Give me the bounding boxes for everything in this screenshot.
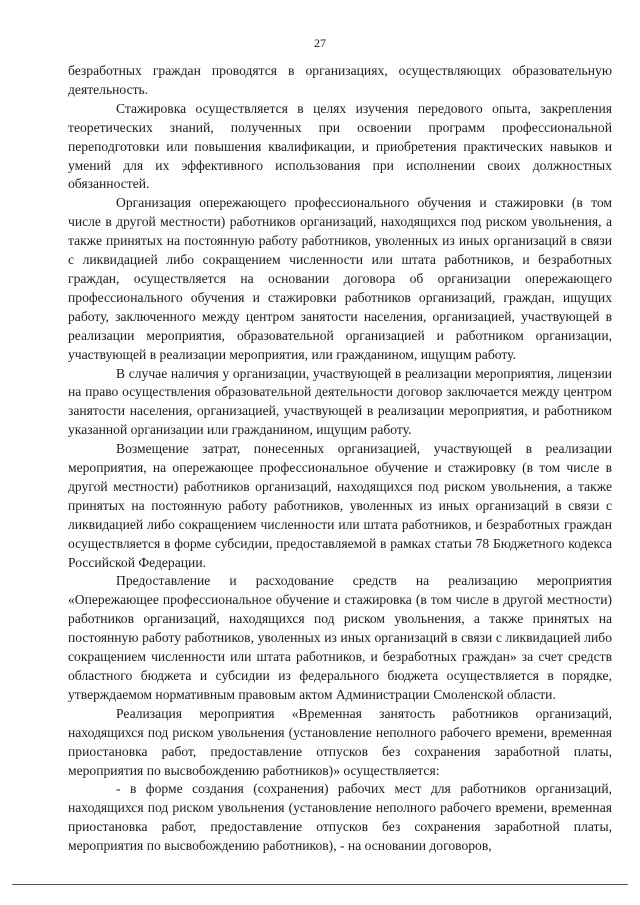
paragraph-funding: Предоставление и расходование средств на реализацию мероприятия «Опережающее профессиональное обучение и стажировка (в том числе в другой местности) работников организаций, находящихся под риском увольнения, а также принятых на постоянную работу работников, уволенных из иных организаций в связи с ликвидацией либо сокращением численности или штата работников, и безработных граждан» за счет средств областного бюджета и субсидии из федерального бюджета осуществляется в порядке, утверждаемом нормативным правовым актом Администрации Смоленской области. [68, 573, 612, 702]
paragraph-training-organization: Организация опережающего профессионального обучения и стажировки (в том числе в другой местности) работников организаций, находящихся под риском увольнения, а также принятых на постоянную работу работников, уволенных из иных организаций в связи с ликвидацией либо сокращением численности или штата работников, и безработных граждан, осуществляется на основании договора об организации опережающего профессионального обучения и стажировки работников организаций, граждан, ищущих работу, заключенного между центром занятости населения, организацией, участвующей в реализации мероприятия, образовательной организацией и работником организации, участвующей в реализации мероприятия, или гражданином, ищущим работу. [68, 195, 612, 362]
paragraph-cost-reimbursement: Возмещение затрат, понесенных организацией, участвующей в реализации мероприятия, на опережающее профессиональное обучение и стажировку (в том числе в другой местности) работников организаций, находящихся под риском увольнения, а также принятых на постоянную работу работников, уволенных из иных организаций в связи с ликвидацией либо сокращением численности или штата работников, и безработных граждан осуществляется в форме субсидии, предоставляемой в рамках статьи 78 Бюджетного кодекса Российской Федерации. [68, 441, 612, 570]
page-number: 27 [314, 36, 326, 50]
bottom-divider [12, 884, 628, 885]
paragraph-license: В случае наличия у организации, участвующей в реализации мероприятия, лицензии на право осуществления образовательной деятельности договор заключается между центром занятости населения, организацией, участвующей в реализации мероприятия, и работником указанной организации или гражданином, ищущим работу. [68, 365, 612, 438]
document-body [68, 62, 612, 856]
paragraph-temporary-employment: Реализация мероприятия «Временная занятость работников организаций, находящихся под риском увольнения (установление неполного рабочего времени, временная приостановка работ, предоставление отпусков без сохранения заработной платы, мероприятия по высвобождению работников)» осуществляется: [68, 705, 612, 778]
paragraph-internship: Стажировка осуществляется в целях изучения передового опыта, закрепления теоретических знаний, полученных при освоении программ профессиональной переподготовки или повышения квалификации, и приобретения практических навыков и умений для их эффективного использования при исполнении своих должностных обязанностей. [68, 100, 612, 192]
paragraph-job-creation: - в форме создания (сохранения) рабочих мест для работников организаций, находящихся под риском увольнения (установление неполного рабочего времени, временная приостановка работ, предоставление отпусков без сохранения заработной платы, мероприятия по высвобождению работников), - на основании договоров, [68, 781, 612, 854]
paragraph-continuation: безработных граждан проводятся в организациях, осуществляющих образовательную деятельность. [68, 63, 612, 97]
